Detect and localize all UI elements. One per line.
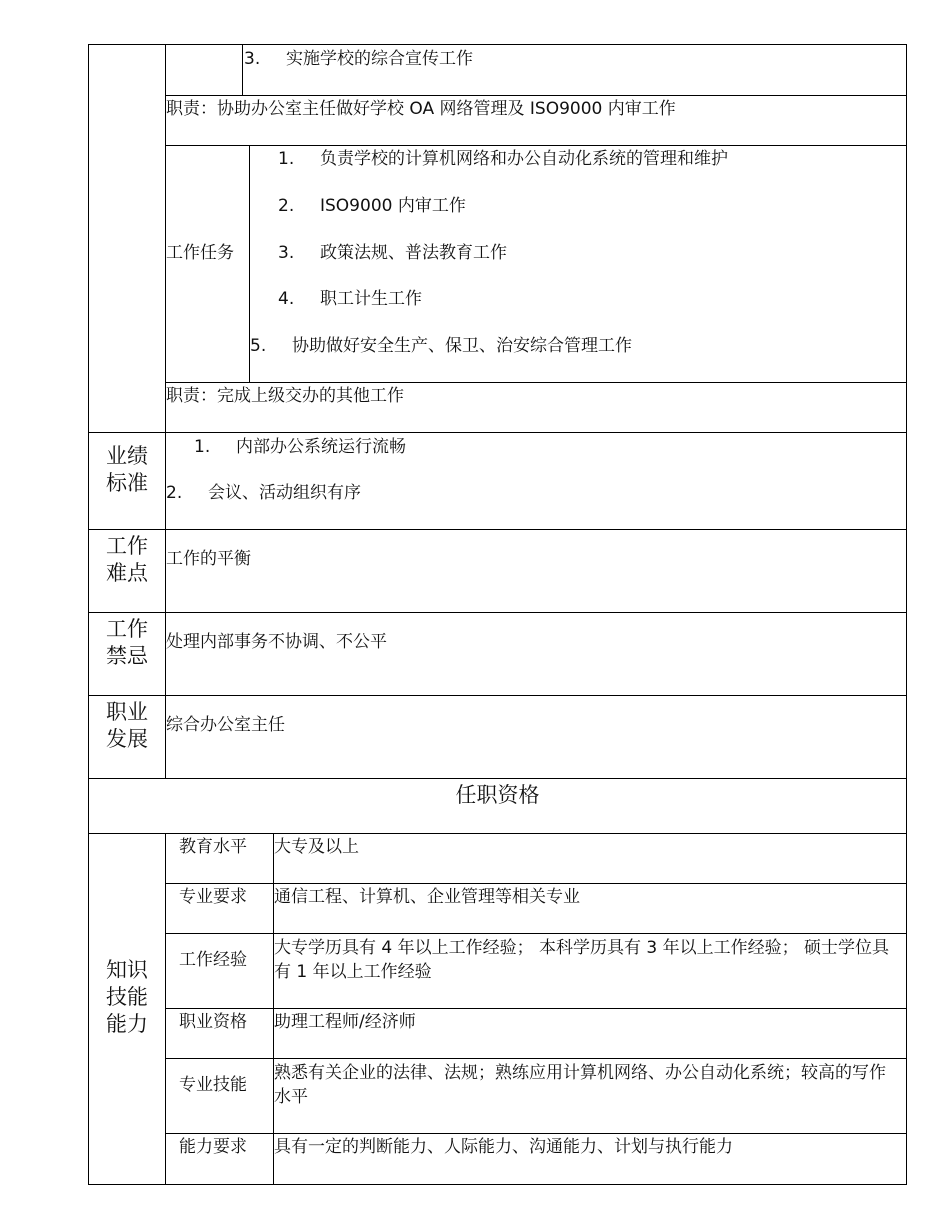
task-text: 职工计生工作 bbox=[320, 289, 422, 309]
career-label: 职业 发展 bbox=[106, 700, 148, 751]
task-text: 协助做好安全生产、保卫、治安综合管理工作 bbox=[292, 336, 632, 356]
qualification-title: 任职资格 bbox=[455, 783, 540, 807]
difficulty-label: 工作 难点 bbox=[106, 534, 148, 585]
task-text: 政策法规、普法教育工作 bbox=[320, 243, 507, 263]
career-text: 综合办公室主任 bbox=[166, 715, 285, 735]
taboo-text: 处理内部事务不协调、不公平 bbox=[166, 632, 387, 652]
knowledge-row-label: 工作经验 bbox=[179, 950, 247, 970]
task-text: 负责学校的计算机网络和办公自动化系统的管理和维护 bbox=[320, 149, 728, 169]
knowledge-row-label: 专业要求 bbox=[179, 887, 247, 907]
work-tasks-label: 工作任务 bbox=[166, 243, 234, 263]
task3-text: 实施学校的综合宣传工作 bbox=[286, 49, 473, 69]
task-number: 1. bbox=[278, 149, 295, 169]
task-number: 4. bbox=[278, 289, 295, 309]
task-number: 5. bbox=[250, 336, 267, 356]
knowledge-row-value: 具有一定的判断能力、人际能力、沟通能力、计划与执行能力 bbox=[274, 1137, 733, 1157]
knowledge-row-label: 能力要求 bbox=[179, 1137, 247, 1157]
knowledge-row-value: 大专学历具有 4 年以上工作经验； 本科学历具有 3 年以上工作经验； 硕士学位具有 1 年以上工作经验 bbox=[274, 938, 890, 982]
knowledge-row-value: 助理工程师/经济师 bbox=[274, 1012, 416, 1032]
knowledge-row-value: 熟悉有关企业的法律、法规；熟练应用计算机网络、办公自动化系统；较高的写作水平 bbox=[274, 1063, 886, 1107]
knowledge-row-label: 教育水平 bbox=[179, 837, 247, 857]
task-number: 3. bbox=[278, 243, 295, 263]
task-text: ISO9000 内审工作 bbox=[320, 196, 466, 216]
performance-item-number: 1. bbox=[194, 437, 211, 457]
knowledge-row-value: 通信工程、计算机、企业管理等相关专业 bbox=[274, 887, 580, 907]
task-number: 2. bbox=[278, 196, 295, 216]
duty-other: 职责：完成上级交办的其他工作 bbox=[166, 386, 404, 406]
taboo-label: 工作 禁忌 bbox=[106, 617, 148, 668]
knowledge-row-value: 大专及以上 bbox=[274, 837, 359, 857]
performance-item-number: 2. bbox=[166, 483, 183, 503]
knowledge-label: 知识 技能 能力 bbox=[106, 958, 148, 1036]
performance-item-text: 内部办公系统运行流畅 bbox=[236, 437, 406, 457]
performance-item-text: 会议、活动组织有序 bbox=[208, 483, 361, 503]
difficulty-text: 工作的平衡 bbox=[166, 549, 251, 569]
knowledge-row-label: 职业资格 bbox=[179, 1012, 247, 1032]
task3-number: 3. bbox=[244, 49, 261, 69]
knowledge-row-label: 专业技能 bbox=[179, 1075, 247, 1095]
duty-oa: 职责：协助办公室主任做好学校 OA 网络管理及 ISO9000 内审工作 bbox=[166, 99, 676, 119]
performance-label: 业绩 标准 bbox=[106, 444, 148, 495]
